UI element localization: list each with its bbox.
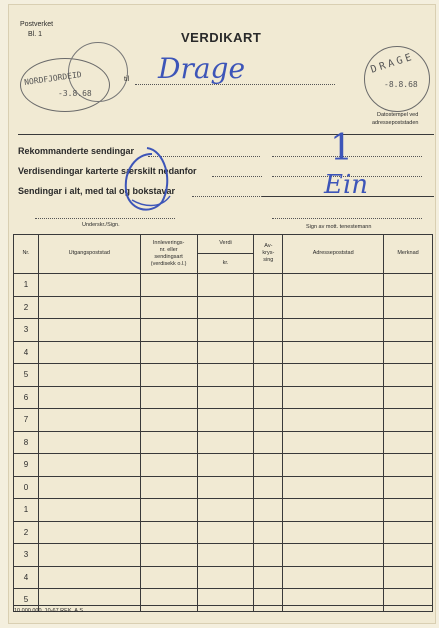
table-cell bbox=[140, 319, 197, 342]
table-cell bbox=[197, 364, 254, 387]
table-cell bbox=[283, 364, 384, 387]
table-cell bbox=[38, 409, 140, 432]
handwritten-count: 1 bbox=[330, 128, 353, 169]
table-row bbox=[14, 409, 433, 432]
row-number: 4 bbox=[14, 341, 39, 364]
table-cell bbox=[140, 341, 197, 364]
datostempel-caption-1: Datostempel ved bbox=[377, 112, 419, 118]
table-cell bbox=[254, 386, 283, 409]
col-header-avkryssing: Av- krys- sing bbox=[254, 234, 283, 274]
table-cell bbox=[283, 386, 384, 409]
table-row bbox=[14, 431, 433, 454]
table-cell bbox=[254, 476, 283, 499]
table-cell bbox=[38, 319, 140, 342]
table-cell bbox=[38, 454, 140, 477]
postmark-right-place: DRAGE bbox=[369, 51, 416, 76]
postmark-left-place: NORDFJORDEID bbox=[23, 70, 83, 87]
table-cell bbox=[254, 274, 283, 297]
table-cell bbox=[254, 409, 283, 432]
addressee-handwritten: Drage bbox=[158, 52, 246, 85]
table-cell bbox=[283, 476, 384, 499]
table-cell bbox=[283, 296, 384, 319]
table-cell bbox=[254, 431, 283, 454]
table-cell bbox=[254, 499, 283, 522]
row-number: 3 bbox=[14, 544, 39, 567]
col-header-utgangspoststad: Utgangspoststad bbox=[38, 234, 140, 274]
table-cell bbox=[254, 521, 283, 544]
table-cell bbox=[283, 431, 384, 454]
table-cell bbox=[140, 431, 197, 454]
signature-right-line bbox=[272, 218, 422, 219]
datostempel-caption-2: adressepoststaden bbox=[372, 120, 419, 126]
table-cell bbox=[38, 544, 140, 567]
table-cell bbox=[283, 566, 384, 589]
table-cell bbox=[38, 341, 140, 364]
table-row bbox=[14, 476, 433, 499]
table-cell bbox=[283, 589, 384, 612]
table-cell bbox=[197, 341, 254, 364]
table-cell bbox=[197, 319, 254, 342]
table-cell bbox=[283, 409, 384, 432]
col-header-merknad: Merknad bbox=[384, 234, 433, 274]
table-cell bbox=[384, 589, 433, 612]
row-number: 2 bbox=[14, 296, 39, 319]
form-number: Bl. 1 bbox=[28, 31, 43, 38]
col-header-verdi: Verdi bbox=[197, 234, 254, 254]
verdisendingar-label: Verdisendingar karterte særskilt nedanfor bbox=[18, 166, 197, 176]
table-cell bbox=[283, 544, 384, 567]
table-cell bbox=[384, 521, 433, 544]
sendingar-dots bbox=[192, 196, 262, 197]
row-number: 8 bbox=[14, 431, 39, 454]
table-cell bbox=[140, 566, 197, 589]
row-number: 3 bbox=[14, 319, 39, 342]
table-cell bbox=[197, 454, 254, 477]
sendingar-i-alt-label: Sendingar i alt, med tal og bokstavar bbox=[18, 186, 176, 196]
table-row bbox=[14, 566, 433, 589]
row-number: 2 bbox=[14, 521, 39, 544]
table-cell bbox=[38, 274, 140, 297]
table-cell bbox=[384, 296, 433, 319]
table-cell bbox=[38, 566, 140, 589]
table-cell bbox=[140, 589, 197, 612]
print-code: 10 000 000. 10-67 REK. A.S bbox=[14, 608, 84, 614]
table-row bbox=[14, 386, 433, 409]
table-row bbox=[14, 319, 433, 342]
table-cell bbox=[140, 296, 197, 319]
table-cell bbox=[197, 386, 254, 409]
table-cell bbox=[384, 364, 433, 387]
table-cell bbox=[140, 476, 197, 499]
table-cell bbox=[283, 454, 384, 477]
postmark-right-date: -8.8.68 bbox=[384, 80, 418, 89]
table-cell bbox=[140, 386, 197, 409]
table-cell bbox=[38, 296, 140, 319]
table-row bbox=[14, 274, 433, 297]
col-header-nr: Nr. bbox=[14, 234, 39, 274]
row-number: 6 bbox=[14, 386, 39, 409]
row-number: 0 bbox=[14, 476, 39, 499]
table-cell bbox=[384, 544, 433, 567]
handwritten-zero-mark bbox=[112, 140, 182, 220]
table-row bbox=[14, 454, 433, 477]
signature-right-label: Sign av mott. tenestemann bbox=[306, 224, 372, 230]
table-row bbox=[14, 296, 433, 319]
col-header-adressepoststad: Adressepoststad bbox=[283, 234, 384, 274]
table-cell bbox=[384, 499, 433, 522]
table-cell bbox=[283, 499, 384, 522]
table-cell bbox=[254, 589, 283, 612]
table-cell bbox=[254, 341, 283, 364]
table-cell bbox=[197, 521, 254, 544]
table-cell bbox=[254, 454, 283, 477]
table-cell bbox=[384, 454, 433, 477]
table-row bbox=[14, 499, 433, 522]
col-header-innlevering: Innleverings- nr. eller sendingsart (verdisekk o.l.) bbox=[140, 234, 197, 274]
table-cell bbox=[384, 341, 433, 364]
table-cell bbox=[384, 274, 433, 297]
table-cell bbox=[197, 544, 254, 567]
table-cell bbox=[38, 499, 140, 522]
table-cell bbox=[283, 319, 384, 342]
table-cell bbox=[254, 544, 283, 567]
table-cell bbox=[254, 296, 283, 319]
table-cell bbox=[384, 319, 433, 342]
table-cell bbox=[140, 544, 197, 567]
til-label: til bbox=[124, 76, 130, 83]
table-cell bbox=[197, 274, 254, 297]
form-title: VERDIKART bbox=[181, 30, 262, 45]
table-cell bbox=[384, 566, 433, 589]
table-cell bbox=[197, 499, 254, 522]
rekommanderte-label: Rekommanderte sendingar bbox=[18, 146, 135, 156]
table-cell bbox=[197, 589, 254, 612]
row-number: 7 bbox=[14, 409, 39, 432]
table-cell bbox=[140, 364, 197, 387]
table-cell bbox=[384, 476, 433, 499]
table-row bbox=[14, 544, 433, 567]
table-cell bbox=[384, 409, 433, 432]
table-row bbox=[14, 521, 433, 544]
table-row bbox=[14, 364, 433, 387]
table-cell bbox=[38, 476, 140, 499]
table-cell bbox=[140, 274, 197, 297]
table-cell bbox=[254, 566, 283, 589]
table-cell bbox=[197, 476, 254, 499]
col-header-kr: kr. bbox=[197, 254, 254, 274]
row-number: 4 bbox=[14, 566, 39, 589]
table-row bbox=[14, 341, 433, 364]
table-cell bbox=[254, 319, 283, 342]
org-name: Postverket bbox=[20, 21, 54, 28]
row-number: 5 bbox=[14, 364, 39, 387]
table-cell bbox=[38, 521, 140, 544]
row-number: 1 bbox=[14, 274, 39, 297]
table-cell bbox=[197, 566, 254, 589]
table-cell bbox=[38, 386, 140, 409]
table-cell bbox=[254, 364, 283, 387]
row-number: 9 bbox=[14, 454, 39, 477]
handwritten-words: Ein bbox=[324, 170, 369, 200]
row-number: 5 bbox=[14, 589, 39, 612]
table-cell bbox=[283, 521, 384, 544]
table-cell bbox=[197, 431, 254, 454]
table-cell bbox=[140, 521, 197, 544]
table-cell bbox=[283, 341, 384, 364]
table-cell bbox=[283, 274, 384, 297]
verdikart-table bbox=[13, 234, 433, 612]
table-cell bbox=[38, 431, 140, 454]
verdisendingar-dots bbox=[212, 176, 262, 177]
table-cell bbox=[197, 409, 254, 432]
table-cell bbox=[140, 499, 197, 522]
signature-left-line bbox=[35, 218, 175, 219]
table-cell bbox=[384, 386, 433, 409]
postmark-left-date: -3.8.68 bbox=[58, 89, 92, 98]
table-cell bbox=[140, 454, 197, 477]
table-cell bbox=[140, 409, 197, 432]
row-number: 1 bbox=[14, 499, 39, 522]
table-cell bbox=[197, 296, 254, 319]
table-cell bbox=[384, 431, 433, 454]
table-cell bbox=[38, 364, 140, 387]
header-divider bbox=[18, 134, 434, 135]
signature-left-label: Underskr./Sign. bbox=[82, 222, 120, 228]
